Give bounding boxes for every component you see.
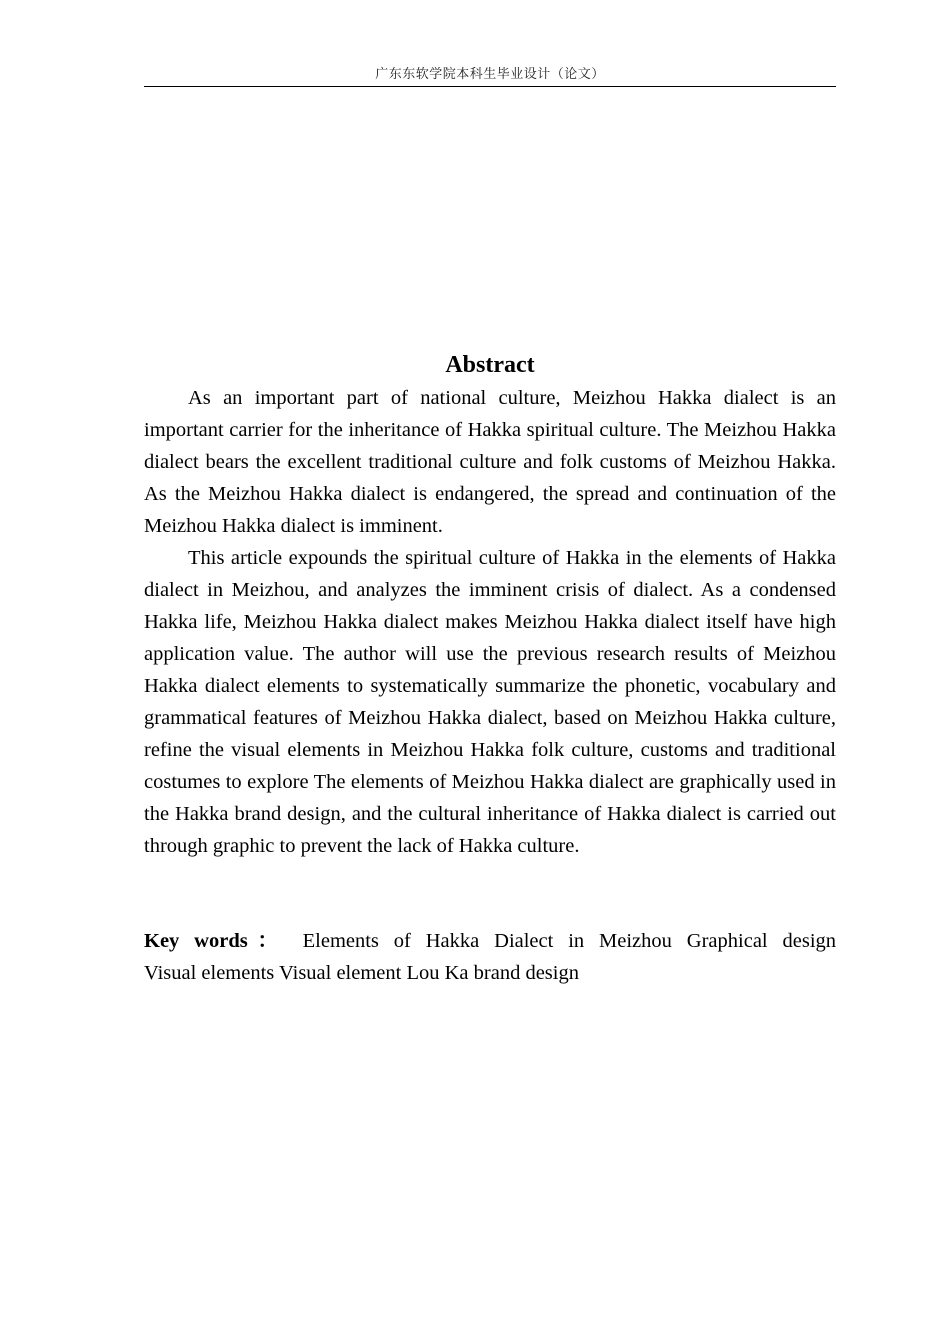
abstract-title: Abstract xyxy=(445,352,535,378)
page-header: 广东东软学院本科生毕业设计（论文） xyxy=(144,66,836,87)
keyword-item: Lou Ka brand design xyxy=(406,962,579,984)
abstract-body xyxy=(144,382,836,862)
abstract-paragraph-1: As an important part of national culture, Meizhou Hakka dialect is an important carrier for the inheritance of Hakka spiritual culture. The Meizhou Hakka dialect bears the excellent traditional culture and folk customs of Meizhou Hakka. As the Meizhou Hakka dialect is endangered, the spread and continuation of the Meizhou Hakka dialect is imminent. xyxy=(144,387,836,537)
abstract-paragraph-2: This article expounds the spiritual culture of Hakka in the elements of Hakka dialect in Meizhou, and analyzes the imminent crisis of dialect. As a condensed Hakka life, Meizhou Hakka dialect makes Meizhou Hakka dialect itself have high application value. The author will use the previous research results of Meizhou Hakka dialect elements to systematically summarize the phonetic, vocabulary and grammatical features of Meizhou Hakka dialect, based on Meizhou Hakka culture, refine the visual elements in Meizhou Hakka folk culture, customs and traditional costumes to explore The elements of Meizhou Hakka dialect are graphically used in the Hakka brand design, and the cultural inheritance of Hakka dialect is carried out through graphic to prevent the lack of Hakka culture. xyxy=(144,547,836,857)
keyword-item: Elements of Hakka Dialect in Meizhou xyxy=(302,930,672,952)
keywords xyxy=(144,925,836,989)
keyword-item: Graphical design xyxy=(686,930,837,952)
keywords-label: Key words： xyxy=(144,930,288,952)
keyword-item: Visual elements xyxy=(144,962,275,984)
keyword-item: Visual element xyxy=(279,962,402,984)
